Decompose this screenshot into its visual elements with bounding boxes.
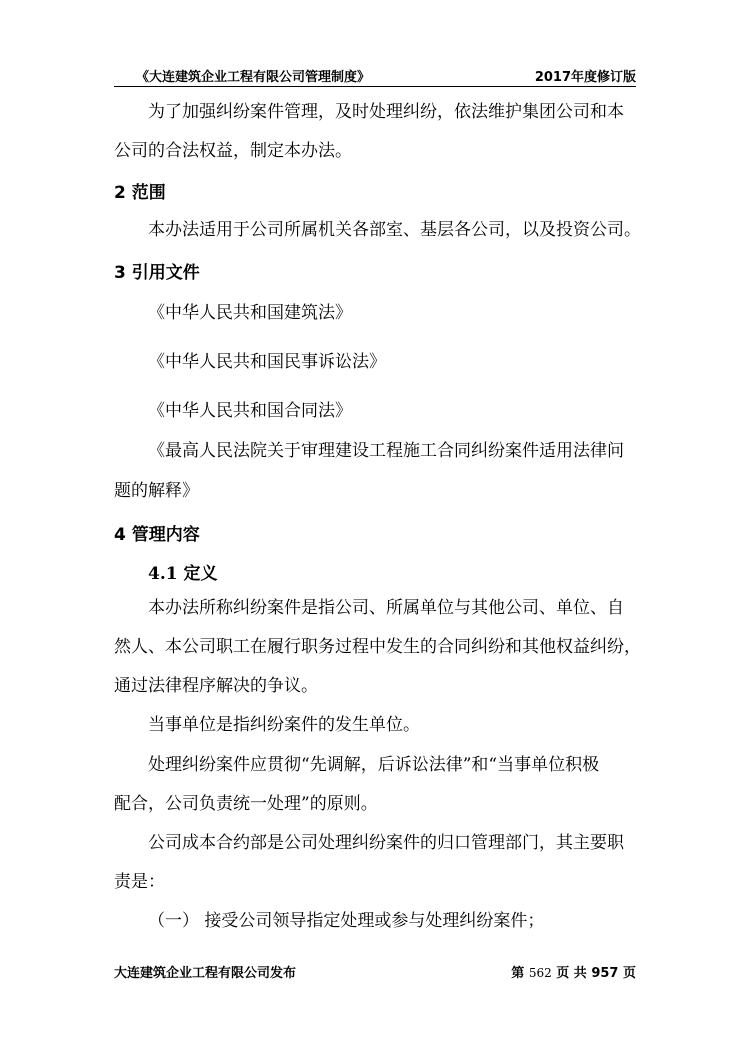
paragraph-definition-line3: 通过法律程序解决的争议。: [114, 676, 318, 696]
paragraph-purpose-line1: 为了加强纠纷案件管理，及时处理纠纷，依法维护集团公司和本: [148, 102, 624, 122]
page-header: [114, 66, 636, 87]
reference-item: 《中华人民共和国合同法》: [148, 401, 352, 421]
reference-item: 《中华人民共和国建筑法》: [148, 303, 352, 323]
publisher-label: 大连建筑企业工程有限公司发布: [114, 966, 297, 981]
subsection-heading-definition: 4.1 定义: [148, 564, 218, 584]
document-title: 《大连建筑企业工程有限公司管理制度》: [136, 70, 371, 85]
section-heading-references: 3 引用文件: [114, 263, 200, 283]
paragraph-principle-line2: 配合，公司负责统一处理”的原则。: [114, 794, 378, 814]
page-suffix: 页: [622, 966, 636, 981]
section-heading-scope: 2 范围: [114, 183, 166, 203]
paragraph-scope: 本办法适用于公司所属机关各部室、基层各公司，以及投资公司。: [148, 220, 641, 240]
paragraph-definition-line1: 本办法所称纠纷案件是指公司、所属单位与其他公司、单位、自: [148, 598, 624, 618]
reference-item: 《最高人民法院关于审理建设工程施工合同纠纷案件适用法律问: [148, 441, 624, 461]
paragraph-principle-line1: 处理纠纷案件应贯彻“先调解，后诉讼法律”和“当事单位积极: [148, 755, 600, 775]
paragraph-definition-line2: 然人、本公司职工在履行职务过程中发生的合同纠纷和其他权益纠纷，: [114, 637, 641, 657]
reference-item: 《中华人民共和国民事诉讼法》: [148, 352, 386, 372]
paragraph-duty-line1: 公司成本合约部是公司处理纠纷案件的归口管理部门，其主要职: [148, 833, 624, 853]
paragraph-duty-line2: 责是：: [114, 872, 165, 892]
paragraph-purpose-line2: 公司的合法权益，制定本办法。: [114, 141, 352, 161]
page-mid: 页 共: [556, 966, 587, 981]
section-heading-management: 4 管理内容: [114, 525, 200, 545]
page-total: 957: [591, 966, 619, 981]
duty-item: （一） 接受公司领导指定处理或参与处理纠纷案件；: [148, 911, 545, 931]
reference-item-continued: 题的解释》: [114, 481, 199, 501]
page-counter: [511, 962, 636, 981]
page-prefix: 第: [511, 966, 525, 981]
paragraph-party: 当事单位是指纠纷案件的发生单位。: [148, 715, 420, 735]
page-current: 562: [528, 966, 552, 980]
edition-label: 2017年度修订版: [534, 70, 636, 85]
